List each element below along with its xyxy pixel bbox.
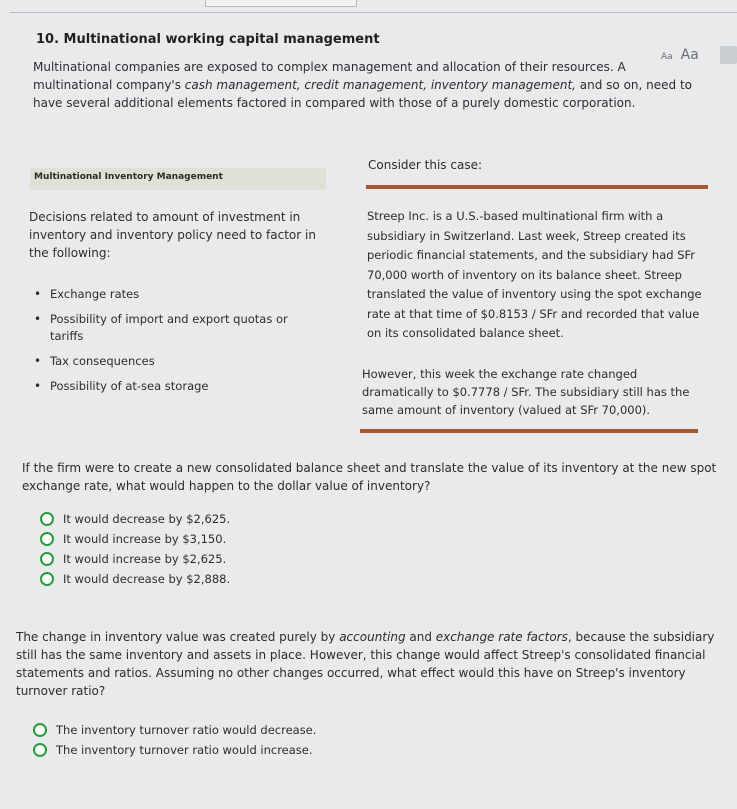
question-2-text-part: and xyxy=(405,630,436,644)
question-2-text-part: The change in inventory value was created purely by xyxy=(16,630,340,644)
radio-button-icon[interactable] xyxy=(33,743,47,757)
case-paragraph-1: Streep Inc. is a U.S.-based multinational firm with a subsidiary in Switzerland. Last week, Streep created its periodic financial statements, and the subsidiary had SFr 70,000 worth of inventory on its balance sheet. Streep translated the value of inventory using the spot exchange rate at that time of $0.8153 / SFr and recorded that value on its consolidated balance sheet. xyxy=(367,209,702,340)
question-2-italic-text: accounting xyxy=(339,630,406,644)
question-2-text xyxy=(16,628,716,700)
question-1-text: If the firm were to create a new consolidated balance sheet and translate the value of its inventory at the new spot exchange rate, what would happen to the dollar value of inventory? xyxy=(22,461,717,493)
list-item-text: Tax consequences xyxy=(50,354,155,368)
sidebar-bullet-list xyxy=(34,286,314,403)
list-item xyxy=(34,311,314,345)
bullet-icon: • xyxy=(34,287,42,301)
font-increase-button[interactable]: Aa xyxy=(680,47,699,63)
radio-button-icon[interactable] xyxy=(40,552,54,566)
list-item xyxy=(34,286,314,303)
intro-italic-text: cash management, credit management, inventory management, xyxy=(184,78,576,92)
question-title: 10. Multinational working capital management xyxy=(36,32,380,47)
question-2-text-part: , because the subsidiary still has the same inventory and assets in place. However, this change would affect Streep's consolidated financial statements and ratios. Assuming no other changes occurred, what effect would this have on Streep's inventory turnover ratio? xyxy=(16,630,715,698)
list-item-text: Possibility of at-sea storage xyxy=(50,379,209,393)
answer-option[interactable] xyxy=(33,740,333,760)
answer-option[interactable] xyxy=(40,549,340,569)
list-item-text: Exchange rates xyxy=(50,287,140,301)
question-2-options xyxy=(33,720,333,760)
sidebar-heading: Multinational Inventory Management xyxy=(34,172,223,182)
divider xyxy=(10,12,737,13)
radio-button-icon[interactable] xyxy=(40,512,54,526)
case-label: Consider this case: xyxy=(368,158,482,172)
top-tab xyxy=(205,0,357,7)
list-item xyxy=(34,353,314,370)
sidebar-body: Decisions related to amount of investment in inventory and inventory policy need to factor in the following: xyxy=(29,210,316,260)
intro-text: and so on, need to have several additional elements factored in compared with those of a purely domestic corporation. xyxy=(33,78,693,110)
bullet-icon: • xyxy=(34,354,42,368)
edge-panel-icon xyxy=(720,46,737,64)
radio-button-icon[interactable] xyxy=(33,723,47,737)
answer-option[interactable] xyxy=(40,569,340,589)
answer-option[interactable] xyxy=(40,529,340,549)
bullet-icon: • xyxy=(34,312,42,326)
question-2-italic-text: exchange rate factors xyxy=(435,630,568,644)
case-paragraph-2: However, this week the exchange rate changed dramatically to $0.7778 / SFr. The subsidiary still has the same amount of inventory (valued at SFr 70,000). xyxy=(362,367,690,417)
answer-option-label: The inventory turnover ratio would decrease. xyxy=(56,723,317,737)
answer-option-label: The inventory turnover ratio would increase. xyxy=(56,743,313,757)
answer-option[interactable] xyxy=(33,720,333,740)
list-item-text: Possibility of import and export quotas or tariffs xyxy=(50,312,288,343)
list-item xyxy=(34,378,314,395)
question-1-options xyxy=(40,509,340,589)
answer-option[interactable] xyxy=(40,509,340,529)
answer-option-label: It would increase by $2,625. xyxy=(63,552,227,566)
answer-option-label: It would increase by $3,150. xyxy=(63,532,227,546)
radio-button-icon[interactable] xyxy=(40,532,54,546)
intro-paragraph xyxy=(33,58,703,112)
case-divider-top xyxy=(366,185,708,189)
radio-button-icon[interactable] xyxy=(40,572,54,586)
font-decrease-button[interactable]: Aa xyxy=(661,52,673,62)
intro-text: Multinational companies are exposed to complex management and allocation of their resources. A multinational company's xyxy=(33,60,626,92)
case-divider-bottom xyxy=(360,429,698,433)
bullet-icon: • xyxy=(34,379,42,393)
answer-option-label: It would decrease by $2,625. xyxy=(63,512,231,526)
answer-option-label: It would decrease by $2,888. xyxy=(63,572,231,586)
